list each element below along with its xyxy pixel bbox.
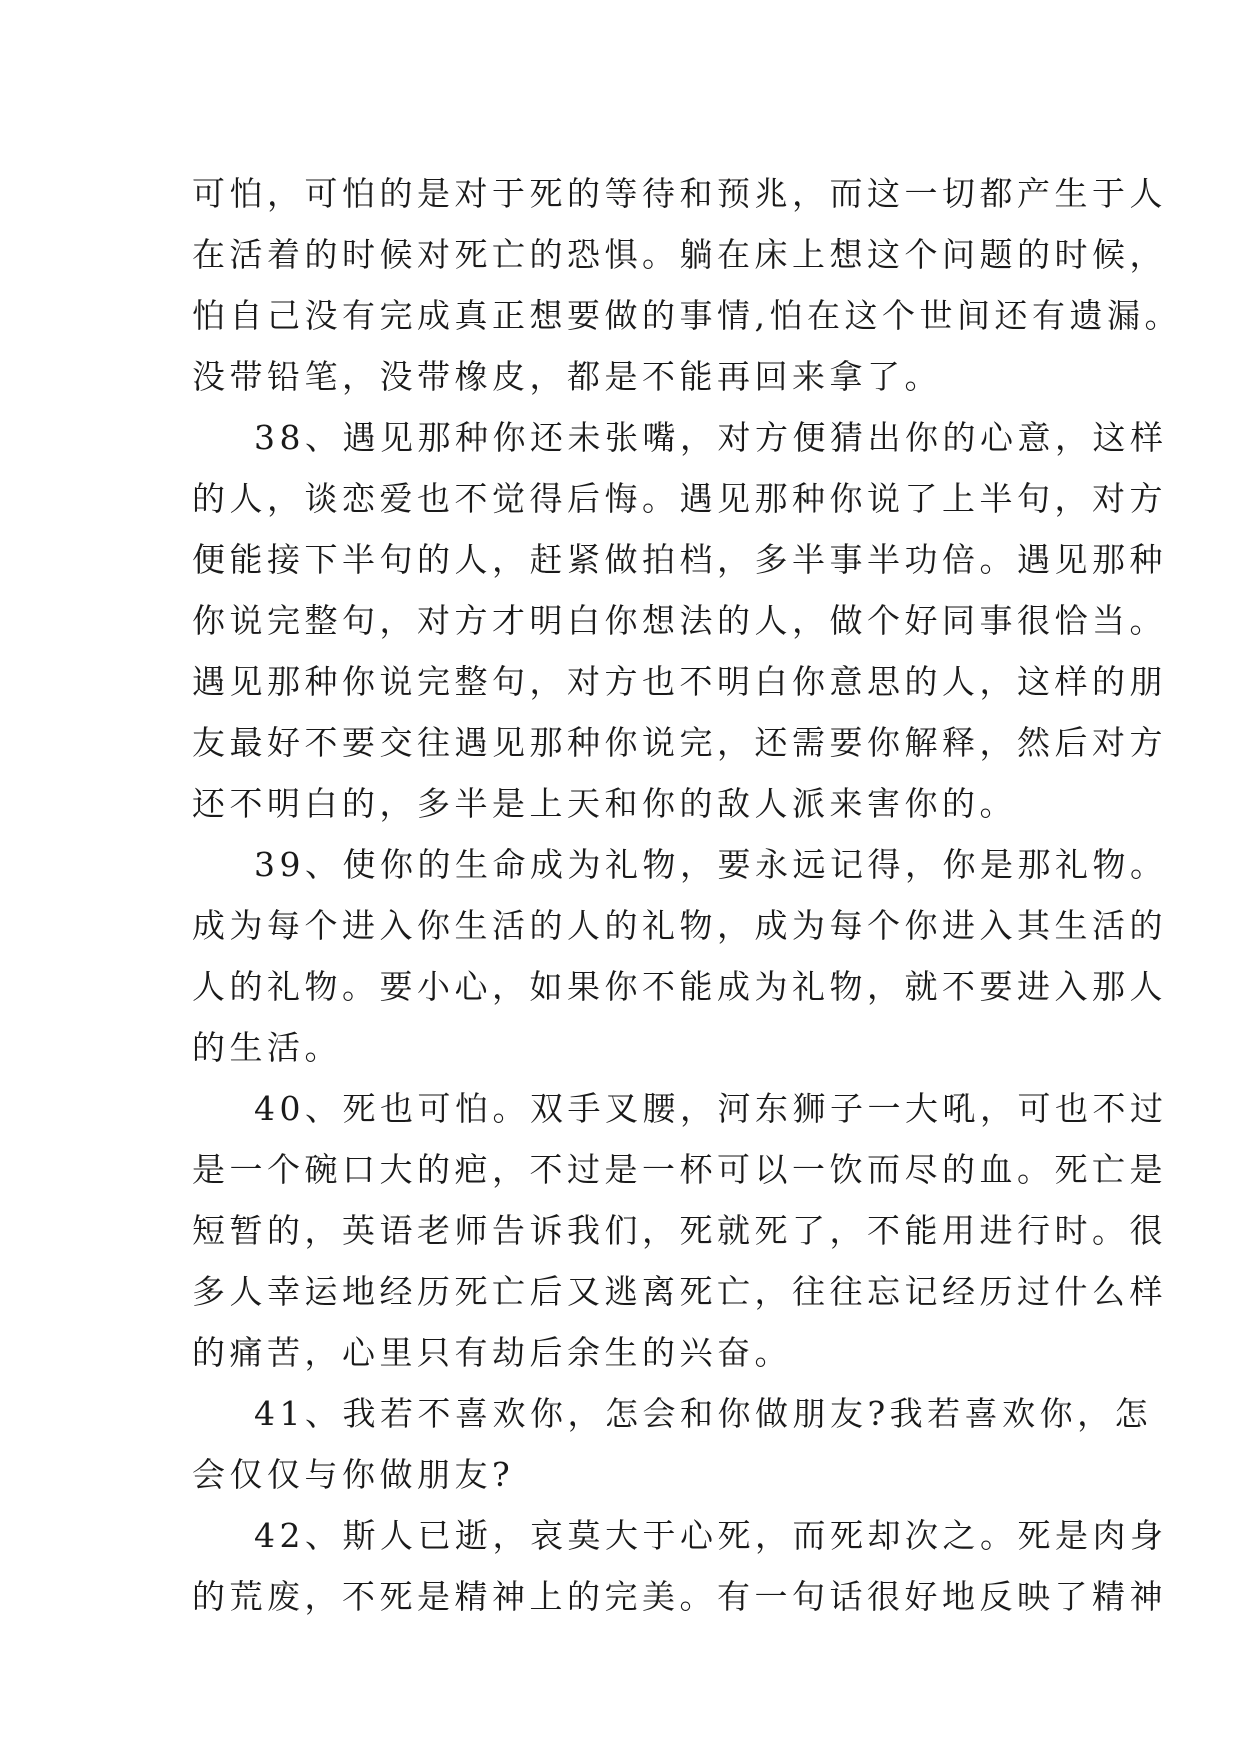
- text-line: 的痛苦，心里只有劫后余生的兴奋。: [192, 1333, 792, 1372]
- text-line: 的人，谈恋爱也不觉得后悔。遇见那种你说了上半句，对方: [192, 479, 1167, 518]
- text-line: 你说完整句，对方才明白你想法的人，做个好同事很恰当。: [192, 601, 1167, 640]
- text-line: 怕自己没有完成真正想要做的事情,怕在这个世间还有遗漏。: [192, 296, 1182, 335]
- text-line: 遇见那种你说完整句，对方也不明白你意思的人，这样的朋: [192, 662, 1167, 701]
- text-line: 42、斯人已逝，哀莫大于心死，而死却次之。死是肉身: [254, 1516, 1168, 1555]
- paragraph-42: [192, 1505, 1168, 1627]
- text-line: 38、遇见那种你还未张嘴，对方便猜出你的心意，这样: [254, 418, 1168, 457]
- paragraph-continuation: [192, 163, 1182, 407]
- text-line: 多人幸运地经历死亡后又逃离死亡，往往忘记经历过什么样: [192, 1272, 1167, 1311]
- text-line: 没带铅笔，没带橡皮，都是不能再回来拿了。: [192, 357, 942, 396]
- text-line: 便能接下半句的人，赶紧做拍档，多半事半功倍。遇见那种: [192, 540, 1167, 579]
- text-line: 还不明白的，多半是上天和你的敌人派来害你的。: [192, 784, 1017, 823]
- paragraph-38: [192, 407, 1168, 834]
- document-page: [192, 163, 1182, 1627]
- paragraph-41: [192, 1383, 1153, 1505]
- text-line: 友最好不要交往遇见那种你说完，还需要你解释，然后对方: [192, 723, 1167, 762]
- text-line: 人的礼物。要小心，如果你不能成为礼物，就不要进入那人: [192, 967, 1167, 1006]
- text-line: 可怕，可怕的是对于死的等待和预兆，而这一切都产生于人: [192, 174, 1167, 213]
- paragraph-40: [192, 1078, 1168, 1383]
- paragraph-39: [192, 834, 1168, 1078]
- text-line: 的生活。: [192, 1028, 342, 1067]
- text-line: 40、死也可怕。双手叉腰，河东狮子一大吼，可也不过: [254, 1089, 1168, 1128]
- text-line: 是一个碗口大的疤，不过是一杯可以一饮而尽的血。死亡是: [192, 1150, 1167, 1189]
- text-line: 39、使你的生命成为礼物，要永远记得，你是那礼物。: [254, 845, 1168, 884]
- text-line: 成为每个进入你生活的人的礼物，成为每个你进入其生活的: [192, 906, 1167, 945]
- text-line: 的荒废，不死是精神上的完美。有一句话很好地反映了精神: [192, 1577, 1167, 1616]
- text-line: 41、我若不喜欢你，怎会和你做朋友?我若喜欢你，怎: [254, 1394, 1153, 1433]
- text-line: 在活着的时候对死亡的恐惧。躺在床上想这个问题的时候，: [192, 235, 1167, 274]
- text-line: 会仅仅与你做朋友?: [192, 1455, 515, 1494]
- text-line: 短暂的，英语老师告诉我们，死就死了，不能用进行时。很: [192, 1211, 1167, 1250]
